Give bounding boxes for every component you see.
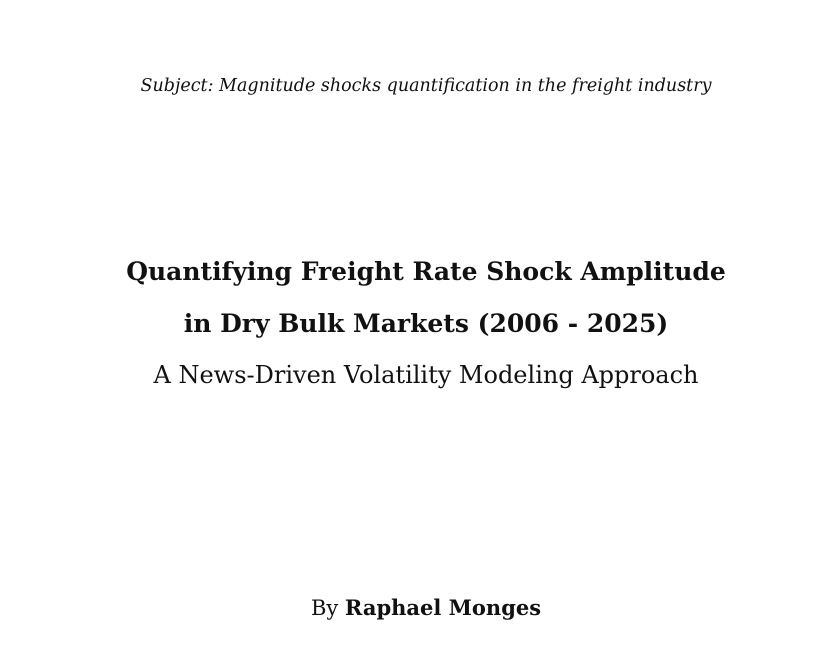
- subtitle: A News-Driven Volatility Modeling Approach: [153, 361, 699, 389]
- author-name: Raphael Monges: [344, 595, 542, 620]
- title-line-1: Quantifying Freight Rate Shock Amplitude: [126, 257, 726, 286]
- subject-line: Subject: Magnitude shocks quantification in the freight industry: [140, 76, 712, 96]
- title-line-2: in Dry Bulk Markets (2006 - 2025): [183, 309, 669, 338]
- byline: [0, 595, 830, 620]
- byline-prefix: By: [310, 596, 339, 620]
